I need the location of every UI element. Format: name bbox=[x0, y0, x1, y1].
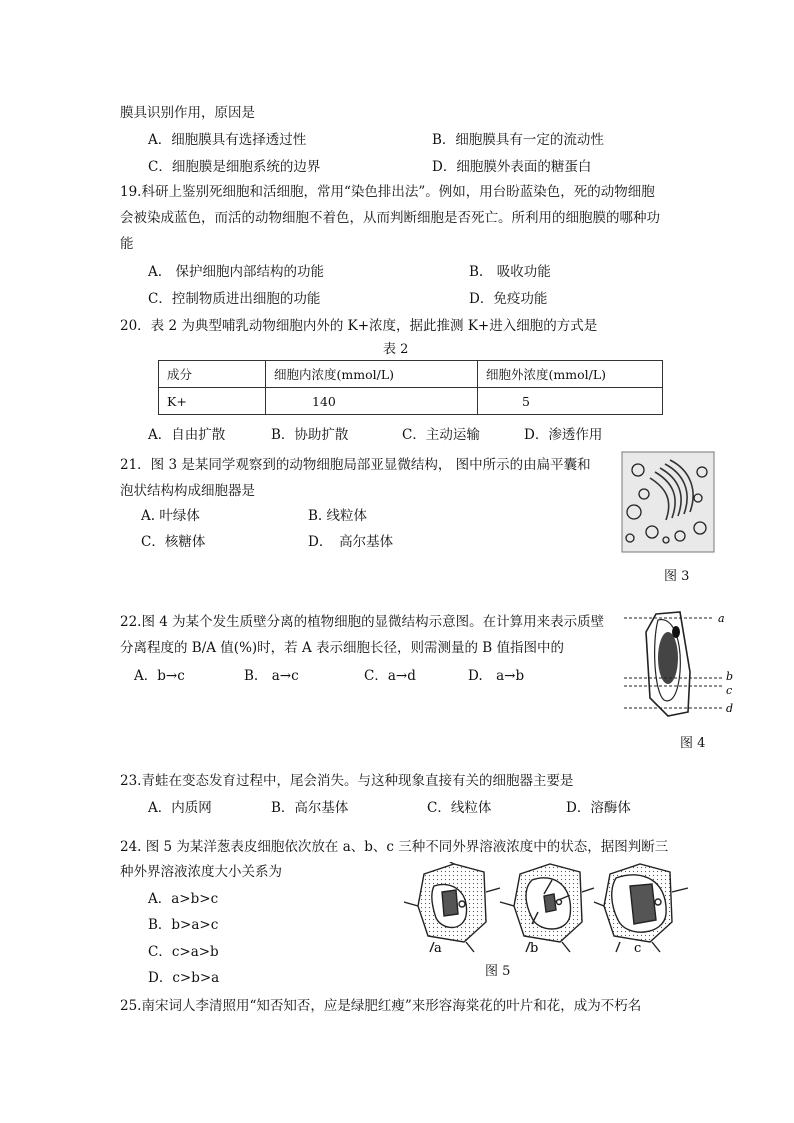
q24-option-a: A．a>b>c bbox=[148, 891, 219, 907]
table-cell-ion: K+ bbox=[159, 388, 266, 415]
figure-5-label-b: b bbox=[530, 941, 539, 954]
q23-text: 23.青蛙在变态发育过程中，尾会消失。与这种现象直接有关的细胞器主要是 bbox=[120, 773, 574, 789]
figure-5-cell-c bbox=[594, 864, 688, 952]
figure-3-golgi-micrograph bbox=[620, 450, 716, 554]
q23-option-a: A．内质网 bbox=[148, 800, 212, 816]
q19-option-a: A. 保护细胞内部结构的功能 bbox=[148, 264, 325, 280]
q24-option-c: C．c>a>b bbox=[148, 944, 219, 960]
figure-5-cell-b bbox=[500, 864, 594, 952]
q19-option-c: C．控制物质进出细胞的功能 bbox=[148, 291, 321, 307]
figure-5-onion-cells bbox=[404, 862, 690, 954]
figure-4-label-b: b bbox=[726, 670, 734, 683]
q18-text: 膜具识别作用，原因是 bbox=[120, 105, 255, 121]
table-2 bbox=[158, 360, 663, 415]
table-header-component: 成分 bbox=[159, 361, 266, 388]
table-cell-outside: 5 bbox=[478, 388, 663, 415]
q18-option-b: B．细胞膜具有一定的流动性 bbox=[432, 132, 604, 148]
q22-option-a: A．b→c bbox=[134, 668, 185, 684]
q24-line-2: 种外界溶液浓度大小关系为 bbox=[120, 864, 282, 880]
q22-line-2: 分离程度的 B/A 值(%)时，若 A 表示细胞长径，则需测量的 B 值指图中的 bbox=[120, 640, 564, 656]
table-header-outside: 细胞外浓度(mmol/L) bbox=[478, 361, 663, 388]
q25-text: 25.南宋词人李清照用“知否知否，应是绿肥红瘦”来形容海棠花的叶片和花，成为不朽名 bbox=[120, 998, 642, 1014]
q19-line-2: 会被染成蓝色，而活的动物细胞不着色，从而判断细胞是否死亡。所利用的细胞膜的哪种功 bbox=[120, 210, 660, 226]
q20-option-d: D．渗透作用 bbox=[524, 427, 603, 443]
table-header-inside: 细胞内浓度(mmol/L) bbox=[266, 361, 478, 388]
q22-option-d: D. a→b bbox=[468, 668, 525, 684]
q21-line-2: 泡状结构构成细胞器是 bbox=[120, 483, 255, 499]
q19-line-1: 19.科研上鉴别死细胞和活细胞，常用“染色排出法”。例如，用台盼蓝染色，死的动物细胞 bbox=[120, 184, 655, 200]
q20-option-a: A．自由扩散 bbox=[148, 427, 226, 443]
q21-option-b: B. 线粒体 bbox=[308, 508, 368, 524]
table-cell-inside: 140 bbox=[266, 388, 478, 415]
figure-4-label-a: a bbox=[718, 612, 725, 625]
table-2-title: 表 2 bbox=[383, 342, 409, 357]
q19-option-d: D．免疫功能 bbox=[469, 291, 548, 307]
figure-3-caption: 图 3 bbox=[664, 569, 690, 584]
q24-line-1: 24. 图 5 为某洋葱表皮细胞依次放在 a、b、c 三种不同外界溶液浓度中的状态，据图判断三 bbox=[120, 839, 669, 855]
q24-option-d: D．c>b>a bbox=[148, 970, 220, 986]
q23-option-d: D．溶酶体 bbox=[566, 800, 631, 816]
q22-line-1: 22.图 4 为某个发生质壁分离的植物细胞的显微结构示意图。在计算用来表示质壁 bbox=[120, 614, 605, 630]
q20-option-c: C．主动运输 bbox=[402, 427, 480, 443]
figure-5-caption: 图 5 bbox=[485, 964, 511, 979]
q24-option-b: B．b>a>c bbox=[148, 917, 219, 933]
q23-option-b: B．高尔基体 bbox=[271, 800, 349, 816]
figure-5-label-a: a bbox=[434, 941, 442, 954]
q21-option-a: A. 叶绿体 bbox=[141, 508, 200, 524]
q19-line-3: 能 bbox=[120, 236, 134, 252]
q18-option-c: C．细胞膜是细胞系统的边界 bbox=[148, 159, 321, 175]
q21-option-c: C．核糖体 bbox=[141, 534, 206, 550]
q18-option-d: D．细胞膜外表面的糖蛋白 bbox=[432, 159, 592, 175]
q21-option-d: D． 高尔基体 bbox=[308, 534, 394, 550]
figure-4-label-d: d bbox=[726, 702, 734, 715]
figure-5-cell-a bbox=[404, 862, 500, 952]
q23-option-c: C．线粒体 bbox=[427, 800, 492, 816]
q22-option-c: C．a→d bbox=[364, 668, 416, 684]
q18-option-a: A．细胞膜具有选择透过性 bbox=[148, 132, 307, 148]
figure-4-label-c: c bbox=[726, 684, 733, 697]
q21-line-1: 21．图 3 是某同学观察到的动物细胞局部亚显微结构， 图中所示的由扁平囊和 bbox=[120, 457, 591, 473]
q22-option-b: B. a→c bbox=[244, 668, 299, 684]
figure-4-plasmolysis-cell bbox=[618, 602, 736, 728]
q20-option-b: B．协助扩散 bbox=[271, 427, 349, 443]
figure-5-label-c: c bbox=[634, 941, 642, 954]
q19-option-b: B. 吸收功能 bbox=[469, 264, 551, 280]
q20-text: 20．表 2 为典型哺乳动物细胞内外的 K+浓度，据此推测 K+进入细胞的方式是 bbox=[120, 318, 598, 334]
figure-4-caption: 图 4 bbox=[680, 736, 706, 751]
